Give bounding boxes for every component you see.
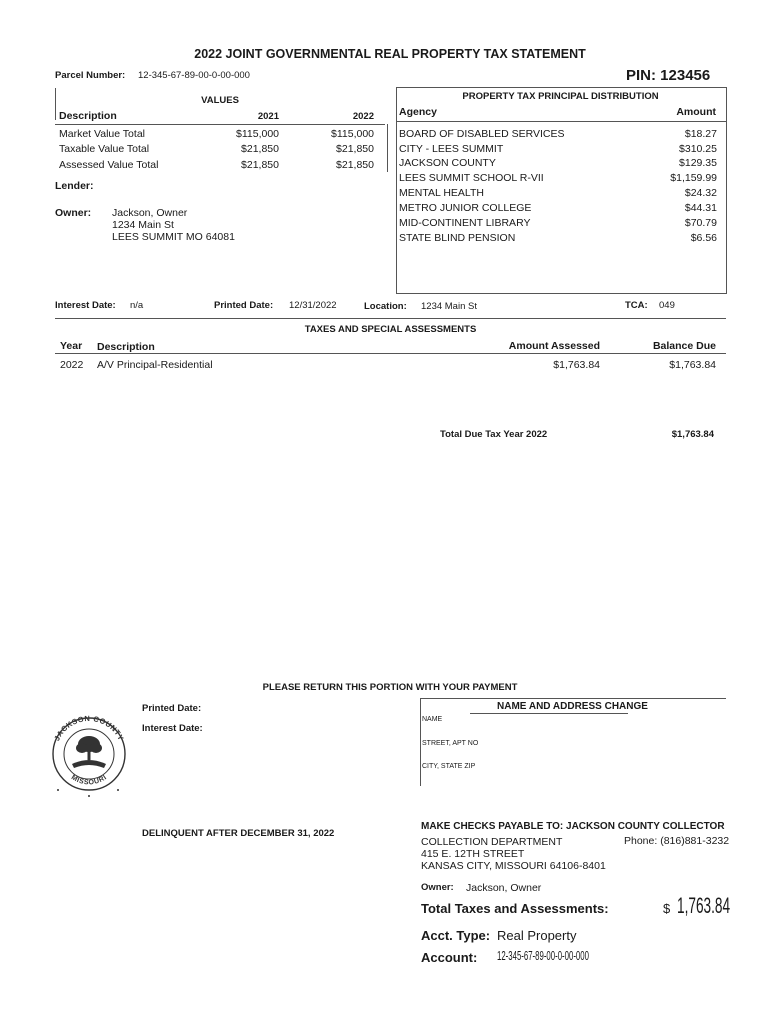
taxes-col-balance: Balance Due (652, 340, 716, 352)
total-taxes-value: 1,763.84 (677, 893, 731, 918)
checks-payable: MAKE CHECKS PAYABLE TO: JACKSON COUNTY COLLECTOR (421, 821, 725, 832)
change-street-field[interactable]: STREET, APT NO (422, 740, 479, 747)
values-right-divider (387, 124, 388, 172)
acct-type-label: Acct. Type: (421, 928, 491, 943)
lender-label: Lender: (55, 180, 94, 192)
owner-name: Jackson, Owner (112, 207, 188, 219)
parcel-number-value: 12-345-67-89-00-0-00-000 (138, 70, 250, 81)
parcel-number-label: Parcel Number: (55, 70, 126, 81)
change-box-top-rule (420, 698, 726, 699)
values-col-2021: 2021 (257, 111, 279, 122)
collector-address-line-1: 415 E. 12TH STREET (421, 848, 525, 860)
distribution-col-amount: Amount (676, 106, 716, 118)
total-taxes-currency: $ (663, 901, 671, 916)
stub-owner-value: Jackson, Owner (466, 882, 542, 894)
taxes-col-year: Year (60, 340, 83, 352)
account-label: Account: (421, 950, 478, 965)
stub-printed-date-label: Printed Date: (142, 703, 202, 714)
interest-date-value: n/a (130, 300, 144, 311)
values-col-description: Description (59, 110, 117, 122)
interest-date-label: Interest Date: (55, 300, 116, 311)
change-box-left-rule (420, 698, 421, 786)
change-name-field[interactable]: NAME (422, 716, 443, 723)
pin: PIN: 123456 (626, 67, 711, 84)
taxes-col-description: Description (97, 341, 155, 353)
tca-label: TCA: (625, 300, 648, 311)
seal-top-text: JACKSON COUNTY (52, 713, 126, 743)
distribution-col-agency: Agency (399, 106, 437, 118)
collector-address-line-2: KANSAS CITY, MISSOURI 64106-8401 (421, 860, 606, 872)
values-heading: VALUES (201, 95, 239, 106)
collector-phone: Phone: (816)881-3232 (624, 835, 730, 847)
change-heading-underline (470, 713, 628, 714)
acct-type-value: Real Property (497, 928, 577, 943)
total-taxes-label: Total Taxes and Assessments: (421, 901, 609, 916)
location-value: 1234 Main St (421, 301, 477, 312)
values-header-rule (55, 124, 385, 125)
owner-city: LEES SUMMIT MO 64081 (112, 231, 235, 243)
collection-department: COLLECTION DEPARTMENT (421, 836, 563, 848)
seal-bottom-text: MISSOURI (69, 774, 109, 787)
distribution-header-rule (396, 121, 726, 122)
name-address-change-heading: NAME AND ADDRESS CHANGE (497, 701, 648, 712)
location-label: Location: (364, 301, 407, 312)
delinquent-notice: DELINQUENT AFTER DECEMBER 31, 2022 (142, 828, 335, 839)
taxes-header-rule (55, 353, 726, 354)
county-seal-logo (48, 706, 130, 800)
owner-label: Owner: (55, 207, 92, 219)
tca-value: 049 (659, 300, 675, 311)
change-city-field[interactable]: CITY, STATE ZIP (422, 763, 476, 770)
info-rule (55, 318, 726, 319)
statement-title: 2022 JOINT GOVERNMENTAL REAL PROPERTY TAX STATEMENT (194, 47, 586, 61)
total-due-label: Total Due Tax Year 2022 (440, 429, 548, 440)
values-col-2022: 2022 (352, 111, 374, 122)
account-value: 12-345-67-89-00-0-00-000 (497, 948, 589, 963)
printed-date-value: 12/31/2022 (289, 300, 337, 311)
owner-street: 1234 Main St (112, 219, 174, 231)
return-portion-heading: PLEASE RETURN THIS PORTION WITH YOUR PAYMENT (262, 682, 518, 693)
taxes-heading: TAXES AND SPECIAL ASSESSMENTS (304, 324, 477, 335)
stub-owner-label: Owner: (421, 882, 454, 893)
printed-date-label: Printed Date: (214, 300, 274, 311)
distribution-heading: PROPERTY TAX PRINCIPAL DISTRIBUTION (462, 91, 659, 102)
svg-text:MISSOURI (70, 774, 108, 786)
total-due-value: $1,763.84 (671, 429, 714, 440)
taxes-col-assessed: Amount Assessed (508, 340, 600, 352)
stub-interest-date-label: Interest Date: (142, 723, 203, 734)
